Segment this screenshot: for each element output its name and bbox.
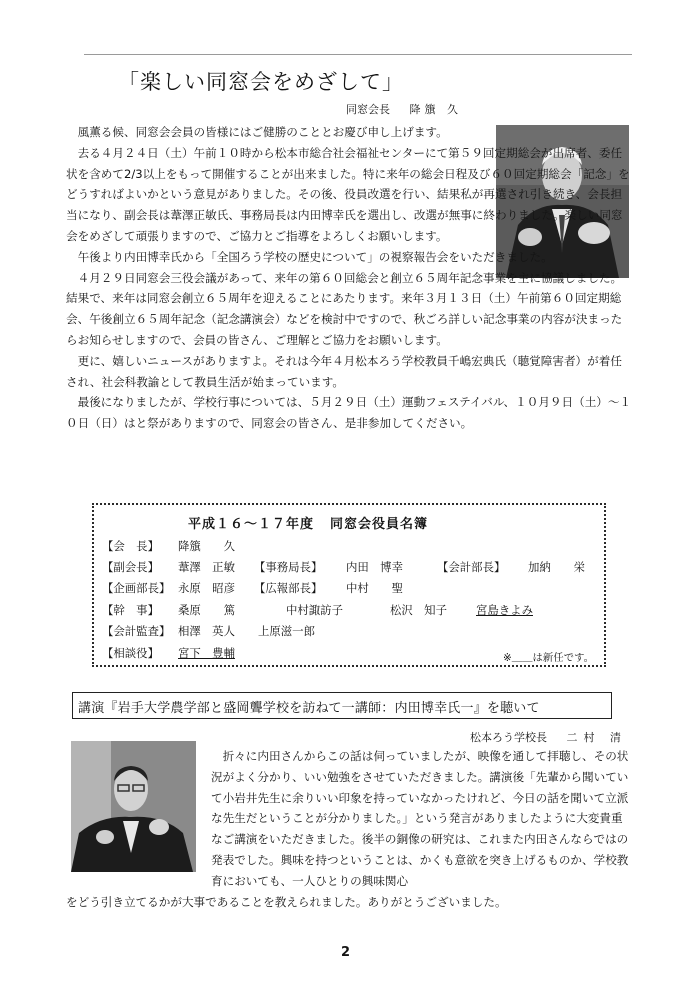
roster-row: [102, 623, 315, 639]
roster-role: 【事務局長】: [254, 560, 323, 574]
article-paragraph: 去る４月２４日（土）午前１０時から松本市総合社会福祉センターにて第５９回定期総会が出席者、委任状を含めて2/3以上をもって開催することが出来ました。特に来年の総会日程及び６０回定期総会「記念」をどうすればよいかという意見がありました。その後、役員改選を行い、結果私が再選され引き続き、会長担当になり、副会長は葦澤正敏氏、事務局長は内田博幸氏を選出し、改選が無事に終わりました。楽しい同窓会をめざして頑張りますので、ご協力とご指導をよろしくお願いします。: [66, 145, 630, 243]
article-paragraph: 風薫る候、同窓会会員の皆様にはご健勝のこととお慶び申し上げます。: [77, 125, 448, 139]
lecture-title: 講演『岩手大学農学部と盛岡聾学校を訪ねて一講師：内田博幸氏一』を聴いて: [78, 701, 540, 716]
roster-person: 上原滋一郎: [258, 624, 315, 638]
roster-role: 【広報部長】: [254, 581, 323, 595]
roster-row: [102, 645, 235, 661]
roster-person: 中村諏訪子: [286, 603, 343, 617]
article-paragraph: 最後になりましたが、学校行事については、５月２９日（土）運動フェステイバル、１０月９日（土）～１０日（日）はと祭がありますので、同窓会の皆さん、是非参加してください。: [66, 395, 632, 431]
lecture-paragraph: 折々に内田さんからこの話は伺っていましたが、映像を通して拝聴し、その状況がよく分かり、いい勉強をさせていただきました。講演後「先輩から聞いていて小岩井先生に余りいい印象を持っていなかったけれど、今日の話を聞いて立派な先生だということが分かりました。」という発言がありましたように大変貴重なご講演をいただきました。後半の銅像の研究は、これまた内田さんならではの発表でした。興味を持つということは、かくも意欲を突き上げるものか、学校教育においても、一人ひとりの興味関心: [211, 749, 629, 888]
article-paragraph: ４月２９日同窓会三役会議があって、来年の第６０回総会と創立６５周年記念事業を主に協議しました。結果で、来年は同窓会創立６５周年を迎えることにあたります。来年３月１３日（土）午前第６０回定期総会、午後創立６５周年記念（記念講演会）などを検討中ですので、秋ごろ詳しい記念事業の内容が決まったらお知らせしますので、会員の皆さん、ご理解とご協力をお願いします。: [66, 270, 623, 347]
roster-role: 【会計部長】: [437, 560, 506, 574]
roster-person: 加納 栄: [528, 560, 585, 574]
article-title: 「楽しい同窓会をめざして」: [118, 70, 404, 94]
roster-person: 相澤 英人: [178, 624, 235, 638]
roster-row: [102, 602, 533, 618]
byline-name: 降籏 久: [409, 103, 462, 116]
roster-person-new: 宮下 豊輔: [178, 646, 235, 660]
roster-role: 【副会長】: [102, 560, 159, 574]
roster-row: [102, 538, 235, 554]
lecture-paragraph-end: をどう引き立てるかが大事であることを教えられました。ありがとうございました。: [66, 894, 507, 909]
roster-role: 【相談役】: [102, 646, 159, 660]
article-byline: [346, 101, 462, 117]
roster-title-years: 平成１６～１７年度: [188, 517, 315, 532]
roster-person-new: 宮島きよみ: [476, 603, 533, 617]
roster-role: 【幹 事】: [102, 603, 159, 617]
roster-role: 【企画部長】: [102, 581, 171, 595]
roster-title: [188, 513, 428, 532]
roster-title-main: 同窓会役員名簿: [330, 517, 429, 532]
roster-role: 【会 長】: [102, 539, 159, 553]
roster-person: 内田 博幸: [346, 560, 403, 574]
top-rule: [84, 54, 632, 55]
roster-person: 永原 昭彦: [178, 581, 235, 595]
lecture-body: [66, 746, 632, 912]
new-member-note: ※＿＿は新任です。: [503, 652, 594, 664]
roster-person: 桑原 篤: [178, 603, 235, 617]
roster-row: [102, 580, 403, 596]
lecture-byline-name: 二村 清: [566, 731, 627, 744]
article-body: [66, 122, 632, 434]
roster-person: 葦澤 正敏: [178, 560, 235, 574]
roster-role: 【会計監査】: [102, 624, 171, 638]
roster-person: 松沢 知子: [390, 603, 447, 617]
article-paragraph: 更に、嬉しいニュースがありますよ。それは今年４月松本ろう学校教員千嶋宏典氏（聴覚障害者）が着任され、社会科教諭として教員生活が始まっています。: [66, 353, 622, 389]
byline-role: 同窓会長: [346, 103, 390, 116]
roster-row: [102, 559, 585, 575]
roster-person: 降籏 久: [178, 539, 235, 553]
lecture-byline-role: 松本ろう学校長: [470, 731, 547, 744]
roster-person: 中村 聖: [346, 581, 403, 595]
lecture-byline: [470, 729, 627, 745]
page-number: 2: [341, 945, 351, 960]
article-paragraph: 午後より内田博幸氏から「全国ろう学校の歴史について」の視察報告会をいただきました。: [77, 249, 553, 264]
